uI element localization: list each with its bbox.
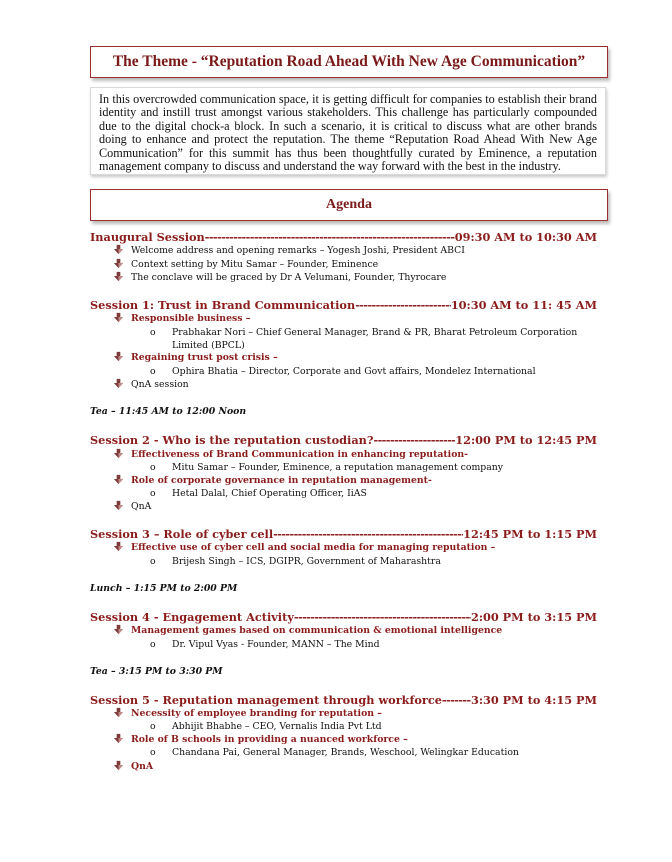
agenda-heading-box [90, 189, 608, 221]
session-3-heading [90, 527, 597, 541]
arrow-bullet-icon [113, 378, 124, 389]
arrow-bullet-icon [113, 500, 124, 511]
session-title: Session 4 - Engagement Activity [90, 610, 294, 624]
dotted-leader [205, 230, 455, 244]
dotted-leader [374, 433, 456, 447]
circle-bullet-icon: o [150, 488, 156, 499]
session-time: 09:30 AM to 10:30 AM [454, 230, 597, 244]
dotted-leader [355, 298, 451, 312]
dotted-leader [442, 693, 471, 707]
circle-bullet-icon: o [150, 721, 156, 732]
session-title: Session 2 - Who is the reputation custodian? [90, 433, 374, 447]
arrow-bullet-icon [113, 541, 124, 552]
arrow-bullet-icon [113, 624, 124, 635]
circle-bullet-icon: o [150, 462, 156, 473]
lunch-break: Lunch – 1:15 PM to 2:00 PM [90, 583, 238, 594]
circle-bullet-icon: o [150, 327, 156, 338]
circle-bullet-icon: o [150, 747, 156, 758]
session-time: 3:30 PM to 4:15 PM [471, 693, 597, 707]
tea-break-2: Tea – 3:15 PM to 3:30 PM [90, 666, 223, 677]
circle-bullet-icon: o [150, 366, 156, 377]
circle-bullet-icon: o [150, 556, 156, 567]
session-4-heading [90, 610, 597, 624]
arrow-bullet-icon [113, 258, 124, 269]
session-time: 12:00 PM to 12:45 PM [455, 433, 597, 447]
session-time: 12:45 PM to 1:15 PM [463, 527, 597, 541]
agenda-heading: Agenda [326, 197, 372, 212]
session-time: 2:00 PM to 3:15 PM [471, 610, 597, 624]
session-5-heading [90, 693, 597, 707]
intro-paragraph: In this overcrowded communication space, it is getting difficult for companies to establish their brand identity and instill trust amongst various stakeholders. This challenge has particularly compounded due to the digital chock-a block. In such a scenario, it is critical to discuss what are other brands doing to enhance and protect the reputation. The theme “Reputation Road Ahead With New Age Communication” for this summit has thus been thoughtfully curated by Eminence, a reputation management company to discuss and understand the way forward with the best in the industry. [90, 87, 606, 175]
arrow-bullet-icon [113, 448, 124, 459]
arrow-bullet-icon [113, 351, 124, 362]
session-2-heading [90, 433, 597, 447]
dotted-leader [294, 610, 471, 624]
tea-break-1: Tea – 11:45 AM to 12:00 Noon [90, 406, 247, 417]
session-1-heading [90, 298, 597, 312]
session-title: Session 1: Trust in Brand Communication [90, 298, 356, 312]
theme-title-box [90, 46, 608, 78]
arrow-bullet-icon [113, 474, 124, 485]
theme-title: The Theme - “Reputation Road Ahead With New Age Communication” [112, 53, 586, 70]
arrow-bullet-icon [113, 312, 124, 323]
session-title: Session 3 – Role of cyber cell [90, 527, 274, 541]
arrow-bullet-icon [113, 244, 124, 255]
inaugural-session-heading [90, 230, 597, 244]
arrow-bullet-icon [113, 707, 124, 718]
arrow-bullet-icon [113, 271, 124, 282]
session-time: 10:30 AM to 11: 45 AM [450, 298, 597, 312]
arrow-bullet-icon [113, 733, 124, 744]
arrow-bullet-icon [113, 760, 124, 771]
session-title: Session 5 - Reputation management through workforce [90, 693, 442, 707]
circle-bullet-icon: o [150, 639, 156, 650]
dotted-leader [273, 527, 463, 541]
session-title: Inaugural Session [90, 230, 205, 244]
